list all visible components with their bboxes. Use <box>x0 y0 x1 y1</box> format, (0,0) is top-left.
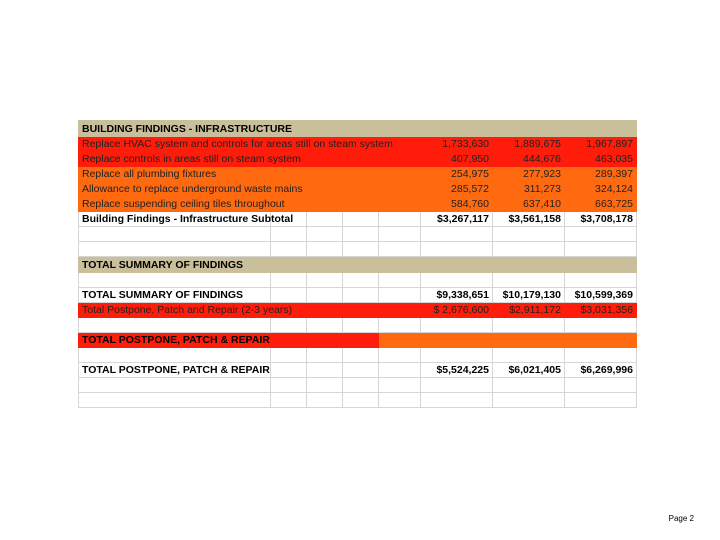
subtotal-value-2: $3,561,158 <box>493 212 565 227</box>
finding-row <box>79 167 637 182</box>
blank-row <box>79 393 637 408</box>
finding-row <box>79 137 637 152</box>
finding-description: Replace controls in areas still on steam system <box>79 152 421 167</box>
finding-value-1: 584,760 <box>421 197 493 212</box>
finding-description: Replace all plumbing fixtures <box>79 167 421 182</box>
summary-total-row <box>79 288 637 303</box>
empty-cell <box>379 212 421 227</box>
postpone-total-row <box>79 363 637 378</box>
finding-value-1: 285,572 <box>421 182 493 197</box>
finding-value-1: 407,950 <box>421 152 493 167</box>
summary-header: TOTAL SUMMARY OF FINDINGS <box>79 257 637 273</box>
blank-row <box>79 378 637 393</box>
finding-value-3: 463,035 <box>565 152 637 167</box>
blank-row <box>79 273 637 288</box>
page-number: Page 2 <box>668 514 694 523</box>
finding-value-2: 277,923 <box>493 167 565 182</box>
subtotal-label: Building Findings - Infrastructure Subtotal <box>79 212 271 227</box>
finding-row <box>79 197 637 212</box>
postpone-summary-value-2: $2,911,172 <box>493 303 565 318</box>
summary-total-label: TOTAL SUMMARY OF FINDINGS <box>79 288 271 303</box>
postpone-header-fill <box>379 333 637 348</box>
postpone-header-row <box>79 333 637 348</box>
finding-value-2: 444,676 <box>493 152 565 167</box>
summary-value-1: $9,338,651 <box>421 288 493 303</box>
postpone-summary-value-1: $ 2,676,600 <box>421 303 493 318</box>
infrastructure-header: BUILDING FINDINGS - INFRASTRUCTURE <box>79 121 637 137</box>
postpone-summary-label: Total Postpone, Patch and Repair (2-3 years) <box>79 303 421 318</box>
finding-row <box>79 152 637 167</box>
finding-value-3: 1,967,897 <box>565 137 637 152</box>
postpone-value-1: $5,524,225 <box>421 363 493 378</box>
summary-value-2: $10,179,130 <box>493 288 565 303</box>
findings-spreadsheet <box>78 120 637 408</box>
finding-description: Replace suspending ceiling tiles throughout <box>79 197 421 212</box>
finding-value-2: 1,889,675 <box>493 137 565 152</box>
finding-value-2: 637,410 <box>493 197 565 212</box>
finding-value-1: 254,975 <box>421 167 493 182</box>
subtotal-value-1: $3,267,117 <box>421 212 493 227</box>
blank-row <box>79 318 637 333</box>
infrastructure-header-row <box>79 121 637 137</box>
empty-cell <box>307 212 343 227</box>
postpone-summary-row <box>79 303 637 318</box>
finding-value-3: 289,397 <box>565 167 637 182</box>
postpone-value-3: $6,269,996 <box>565 363 637 378</box>
postpone-total-label: TOTAL POSTPONE, PATCH & REPAIR <box>79 363 271 378</box>
finding-value-2: 311,273 <box>493 182 565 197</box>
finding-value-3: 663,725 <box>565 197 637 212</box>
blank-row <box>79 227 637 242</box>
subtotal-row <box>79 212 637 227</box>
postpone-header: TOTAL POSTPONE, PATCH & REPAIR <box>79 333 379 348</box>
summary-header-row <box>79 257 637 273</box>
finding-value-3: 324,124 <box>565 182 637 197</box>
empty-cell <box>343 212 379 227</box>
finding-description: Replace HVAC system and controls for areas still on steam system <box>79 137 421 152</box>
finding-value-1: 1,733,630 <box>421 137 493 152</box>
blank-row <box>79 348 637 363</box>
postpone-summary-value-3: $3,031,356 <box>565 303 637 318</box>
finding-description: Allowance to replace underground waste mains <box>79 182 421 197</box>
postpone-value-2: $6,021,405 <box>493 363 565 378</box>
blank-row <box>79 242 637 257</box>
subtotal-value-3: $3,708,178 <box>565 212 637 227</box>
finding-row <box>79 182 637 197</box>
summary-value-3: $10,599,369 <box>565 288 637 303</box>
